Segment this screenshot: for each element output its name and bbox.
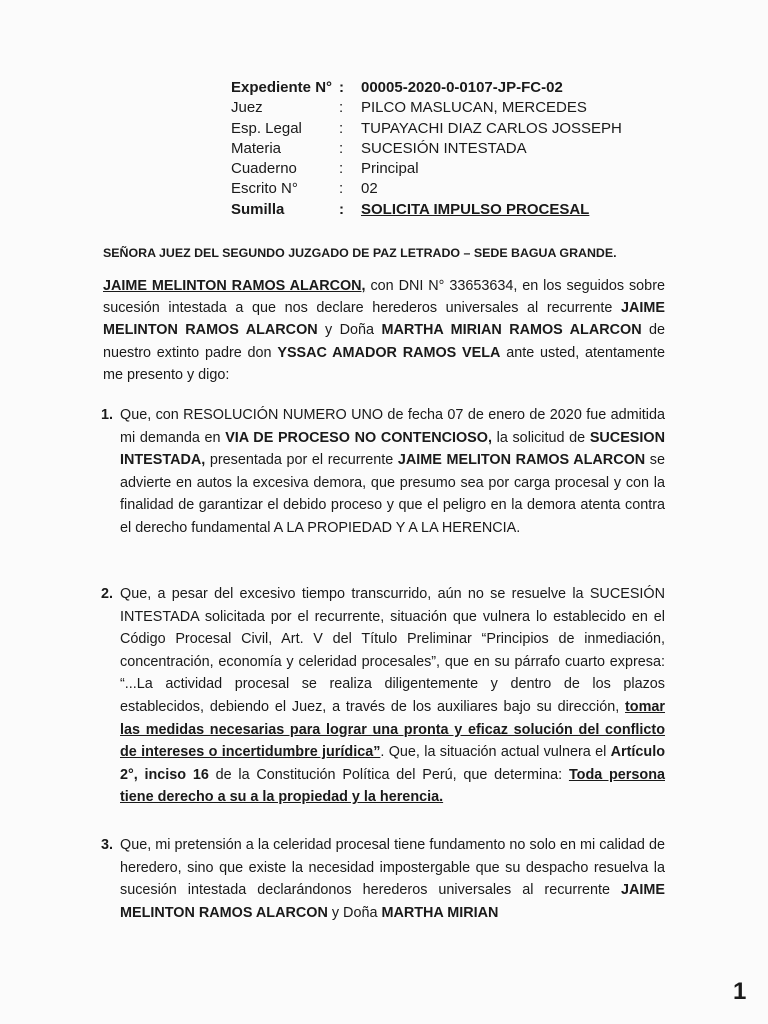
text-span: y Doña [317, 322, 382, 339]
header-separator: : [339, 180, 344, 198]
text-bold: JAIME MELITON RAMOS ALARCON [397, 452, 646, 469]
header-value: 02 [361, 180, 378, 198]
text-span: de nuestro extinto padre don [103, 322, 665, 361]
text-span: Que, mi pretensión a la celeridad procesal tiene fundamento no solo en mi calidad de heredero, sino que existe la necesidad impostergable que su despacho resuelva la sucesión intestada declarándonos herederos universales al recurrente [120, 837, 665, 899]
header-row-sumilla [231, 200, 622, 220]
text-span: se advierte en autos la excesiva demora, que presumo sea por carga procesal y con la finalidad de garantizar el debido proceso y que el peligro en la demora atenta contra el derecho fundamental A LA PROPIEDAD Y A LA HERENCIA. [120, 452, 665, 536]
deceased-name: YSSAC AMADOR RAMOS VELA [277, 344, 501, 361]
header-value: TUPAYACHI DIAZ CARLOS JOSSEPH [361, 119, 622, 137]
header-row-expediente [231, 78, 622, 98]
header-value: PILCO MASLUCAN, MERCEDES [361, 99, 587, 117]
addressee-line: SEÑORA JUEZ DEL SEGUNDO JUZGADO DE PAZ LETRADO – SEDE BAGUA GRANDE. [103, 246, 617, 260]
header-value: SOLICITA IMPULSO PROCESAL [361, 200, 590, 218]
header-label: Sumilla [231, 200, 285, 218]
text-span: con DNI N° 33653634, en los seguidos sobre sucesión intestada a que nos declare herederos universales al recurrente [103, 278, 665, 317]
item-text [120, 404, 665, 540]
text-span: la solicitud de [491, 429, 590, 446]
text-bold-underlined: tomar las medidas necesarias para lograr una pronta y eficaz solución del conflicto de intereses o incertidumbre jurídica” [120, 698, 665, 761]
header-value: Principal [361, 160, 419, 178]
header-separator: : [339, 160, 344, 178]
text-span: ante usted, atentamente me presento y digo: [103, 344, 665, 383]
numbered-item-2 [101, 583, 665, 809]
item-number: 2. [101, 586, 114, 602]
header-separator: : [339, 200, 344, 218]
header-row-escrito [231, 179, 622, 199]
item-number: 3. [101, 837, 114, 853]
header-label: Esp. Legal [231, 119, 302, 137]
intro-paragraph [103, 275, 665, 386]
item-text [120, 834, 665, 924]
header-separator: : [339, 79, 344, 96]
text-span: Que, a pesar del excesivo tiempo transcurrido, aún no se resuelve la SUCESIÓN INTESTADA solicitada por el recurrente, situación que vulnera lo establecido en el Código Procesal Civil, Art. V del Título Preliminar “Principios de inmediación, concentración, economía y celeridad procesales”, que en su párrafo cuarto expresa: “...La actividad procesal se realiza diligentemente y dentro de los plazos establecidos, debiendo el Juez, a través de los auxiliares bajo su dirección, [120, 586, 665, 715]
header-label: Cuaderno [231, 160, 297, 178]
text-span: y Doña [327, 904, 382, 921]
page-number: 1 [733, 978, 747, 1005]
header-label: Expediente N° [231, 79, 333, 96]
text-bold: JAIME MELINTON RAMOS ALARCON [120, 882, 665, 921]
header-value: 00005-2020-0-0107-JP-FC-02 [361, 79, 563, 96]
petitioner-name: JAIME MELINTON RAMOS ALARCON [103, 300, 665, 339]
co-heir-name: MARTHA MIRIAN RAMOS ALARCON [381, 322, 642, 339]
item-number: 1. [101, 407, 114, 423]
text-span: de la Constitución Política del Perú, que determina: [208, 766, 569, 783]
text-bold: VIA DE PROCESO NO CONTENCIOSO, [225, 429, 492, 446]
header-label: Juez [231, 99, 263, 117]
text-bold-underlined: Toda persona tiene derecho a su a la propiedad y la herencia. [120, 766, 665, 806]
case-header [231, 78, 622, 220]
header-separator: : [339, 99, 344, 117]
text-span: . Que, la situación actual vulnera el [380, 744, 611, 761]
item-text [120, 583, 665, 809]
header-separator: : [339, 119, 344, 137]
header-value: SUCESIÓN INTESTADA [361, 139, 527, 157]
header-row-juez [231, 98, 622, 118]
header-separator: : [339, 139, 344, 157]
text-bold: SUCESION INTESTADA, [120, 429, 665, 469]
petitioner-name: JAIME MELINTON RAMOS ALARCON, [103, 278, 366, 294]
header-label: Materia [231, 139, 282, 157]
numbered-item-1 [101, 404, 665, 540]
header-row-esp-legal [231, 119, 622, 139]
text-bold: Artículo 2°, inciso 16 [120, 744, 666, 783]
text-span: presentada por el recurrente [205, 452, 398, 469]
header-row-materia [231, 139, 622, 159]
text-span: Que, con RESOLUCIÓN NUMERO UNO de fecha 07 de enero de 2020 fue admitida mi demanda en [120, 407, 665, 446]
header-label: Escrito N° [231, 180, 298, 198]
numbered-item-3 [101, 834, 665, 924]
text-bold: MARTHA MIRIAN [381, 904, 499, 921]
header-row-cuaderno [231, 159, 622, 179]
